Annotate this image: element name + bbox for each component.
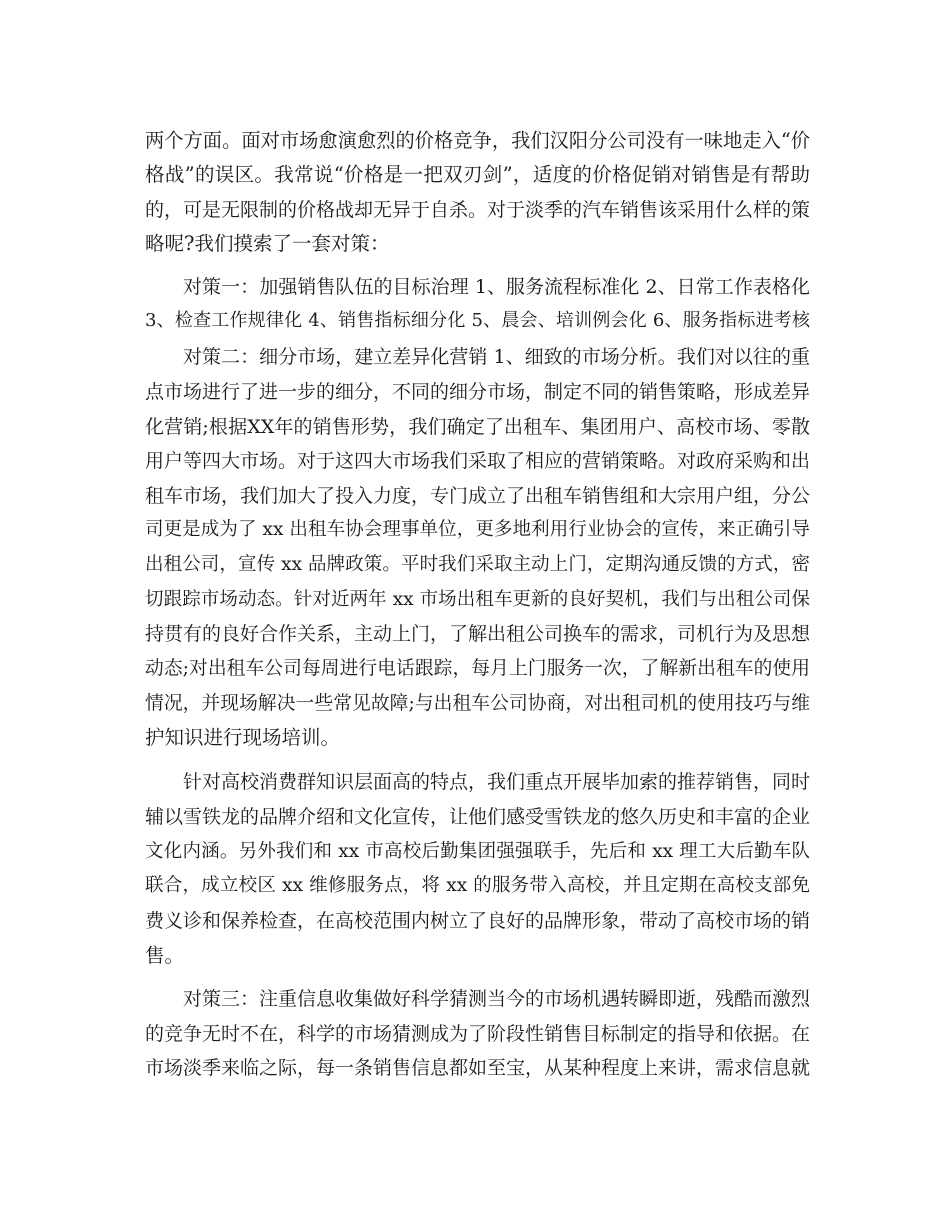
text-line: 司更是成为了 xx 出租车协会理事单位，更多地利用行业协会的宣传，来正确引导 xyxy=(145,519,810,540)
text-line: 的，可是无限制的价格战却无异于自杀。对于淡季的汽车销售该采用什么样的策 xyxy=(145,199,811,221)
text-line: 租车市场，我们加大了投入力度，专门成立了出租车销售组和大宗用户组，分公 xyxy=(145,485,811,507)
text-line: 对策三：注重信息收集做好科学猜测当今的市场机遇转瞬即逝，残酷而激烈 xyxy=(183,988,811,1010)
text-line: 针对高校消费群知识层面高的特点，我们重点开展毕加索的推荐销售，同时 xyxy=(183,771,811,793)
text-line: 费义诊和保养检查，在高校范围内树立了良好的品牌形象，带动了高校市场的销 xyxy=(145,910,811,932)
text-line: 切跟踪市场动态。针对近两年 xx 市场出租车更新的良好契机，我们与出租公司保 xyxy=(145,589,810,610)
text-line: 联合，成立校区 xx 维修服务点，将 xx 的服务带入高校，并且定期在高校支部免 xyxy=(145,875,810,896)
text-line: 的竞争无时不在，科学的市场猜测成为了阶段性销售目标制定的指导和依据。在 xyxy=(145,1023,811,1045)
text-line: 格战”的误区。我常说“价格是一把双刃剑”，适度的价格促销对销售是有帮助 xyxy=(145,163,810,186)
text-line: 市场淡季来临之际，每一条销售信息都如至宝，从某种程度上来讲，需求信息就 xyxy=(145,1057,811,1079)
text-line: 对策二：细分市场，建立差异化营销 1、细致的市场分析。我们对以往的重 xyxy=(183,346,810,368)
text-line: 护知识进行现场培训。 xyxy=(145,726,341,749)
text-line: 3、检查工作规律化 4、销售指标细分化 5、晨会、培训例会化 6、服务指标进考核 xyxy=(145,310,810,331)
text-line: 对策一：加强销售队伍的目标治理 1、服务流程标准化 2、日常工作表格化 xyxy=(183,276,810,298)
text-line: 动态;对出租车公司每周进行电话跟踪，每月上门服务一次，了解新出租车的使用 xyxy=(145,658,810,679)
text-line: 情况，并现场解决一些常见故障;与出租车公司协商，对出租司机的使用技巧与维 xyxy=(145,693,810,714)
text-line: 持贯有的良好合作关系，主动上门，了解出租公司换车的需求，司机行为及思想 xyxy=(145,623,811,645)
text-line: 售。 xyxy=(145,944,185,967)
text-line: 文化内涵。另外我们和 xx 市高校后勤集团强强联手，先后和 xx 理工大后勤车队 xyxy=(145,841,810,862)
text-line: 两个方面。面对市场愈演愈烈的价格竞争，我们汉阳分公司没有一味地走入“价 xyxy=(145,129,810,152)
text-line: 略呢?我们摸索了一套对策： xyxy=(145,232,390,255)
text-line: 化营销;根据XX年的销售形势，我们确定了出租车、集团用户、高校市场、零散 xyxy=(145,416,810,438)
text-line: 点市场进行了进一步的细分，不同的细分市场，制定不同的销售策略，形成差异 xyxy=(145,381,811,403)
text-line: 用户等四大市场。对于这四大市场我们采取了相应的营销策略。对政府采购和出 xyxy=(145,450,811,472)
text-line: 出租公司，宣传 xx 品牌政策。平时我们采取主动上门，定期沟通反馈的方式，密 xyxy=(145,554,810,575)
text-line: 辅以雪铁龙的品牌介绍和文化宣传，让他们感受雪铁龙的悠久历史和丰富的企业 xyxy=(145,806,811,828)
